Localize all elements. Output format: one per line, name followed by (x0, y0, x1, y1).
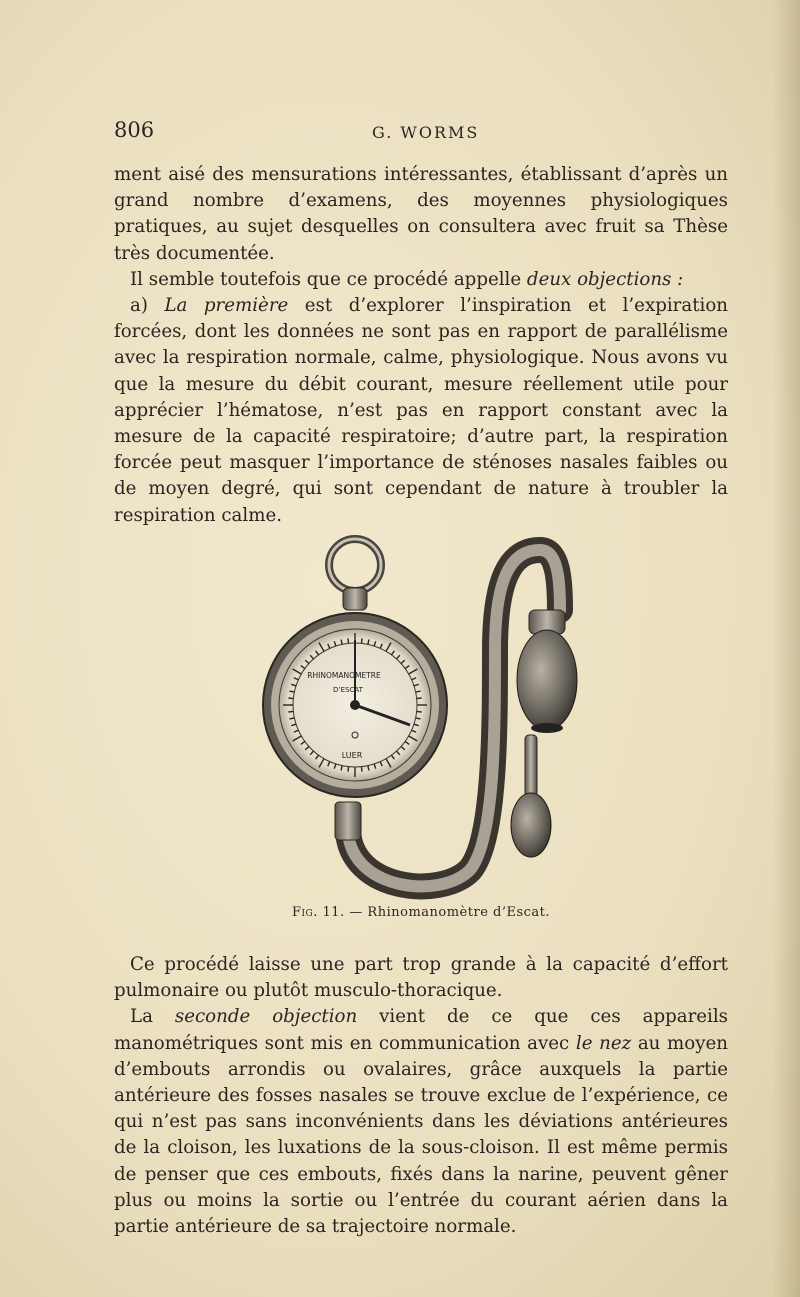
figure-caption (114, 905, 728, 920)
gauge-tick (361, 767, 362, 772)
dial-title: RHINOMANOMETRE (307, 671, 381, 680)
italic-run: La première (164, 295, 289, 317)
paragraph (114, 267, 728, 293)
paragraph (114, 1004, 728, 1240)
small-nasal-tip (511, 735, 551, 857)
large-nasal-tip (517, 610, 577, 733)
caption-text: — Rhinomanomètre d’Escat. (344, 905, 551, 920)
paragraph: ment aisé des mensurations intéressantes, établissant d’après un grand nombre d’examens, des moyennes physiologiques pratiques, au sujet desquelles on consultera avec fruit sa Thèse très documentée. (114, 164, 728, 264)
text-run: est d’explorer l’inspiration et l’expiration forcées, dont les données ne sont pas en rapport de parallélisme avec la respiration normale, calme, physiologique. Nous avons vu que la mesure du débit courant, mesure réellement utile pour apprécier l’hématose, n’est pas en rapport constant avec la mesure de la capacité respiratoire; d’autre part, la respiration forcée peut masquer l’importance de sténoses nasales faibles ou de moyen degré, qui sont cependant de nature à troubler la respiration calme. (114, 295, 728, 526)
text-run: vient de ce que ces appareils manométriques sont mis en communication avec (114, 1006, 729, 1054)
text-run: La (130, 1006, 175, 1028)
italic-run: deux objections : (526, 268, 684, 290)
running-head: G. WORMS (372, 123, 480, 142)
gauge-tick (348, 638, 349, 643)
gauge-tick (288, 698, 293, 699)
dial-connector (335, 802, 361, 840)
text-block-bottom (114, 952, 728, 1240)
text-run: a) (130, 295, 165, 317)
gauge-tick (348, 767, 349, 772)
page-header (114, 118, 728, 148)
paragraph (114, 293, 728, 529)
rhinomanometer-illustration (240, 530, 660, 910)
dial-subtitle: D’ESCAT (333, 686, 363, 694)
gauge-tick (417, 711, 422, 712)
text-run: au moyen d’embouts arrondis ou ovalaires, grâce auxquels la partie antérieure des fosses nasales se trouve exclue de l’expérience, ce qui n’est pas sans inconvénients dans les déviations antérieures de la cloison, les luxations de la sous-cloison. Il est même permis de penser que ces embouts, fixés dans la narine, peuvent gêner plus ou moins la sortie ou l’entrée du courant aérien dans la partie antérieure de sa trajectoire normale. (114, 1032, 728, 1238)
gauge-tick (288, 711, 293, 712)
page-number: 806 (114, 118, 155, 142)
figure-rhinomanometer (240, 530, 660, 910)
italic-run: seconde objection (174, 1006, 358, 1028)
text-block-top (114, 162, 728, 529)
page-edge-shadow (772, 0, 800, 1297)
paragraph: Ce procédé laisse une part trop grande à la capacité d’effort pulmonaire ou plutôt musculo-thoracique. (114, 954, 728, 1002)
gauge-tick (361, 638, 362, 643)
text-run: Il semble toutefois que ce procédé appelle (130, 268, 527, 290)
gauge-tick (417, 698, 422, 699)
italic-run: le nez (575, 1032, 632, 1054)
figure-label: Fig. 11. (291, 905, 345, 920)
dial-maker: LUER (341, 751, 363, 760)
